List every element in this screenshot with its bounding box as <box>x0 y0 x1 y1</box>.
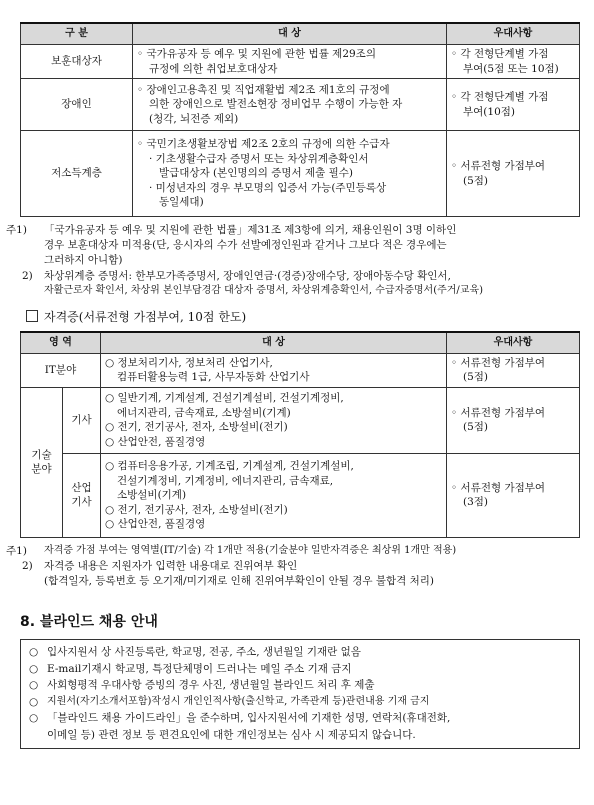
table-row <box>21 45 580 79</box>
item-line: 입사지원서 상 사진등록란, 학교명, 전공, 주소, 생년월일 기재란 없음 <box>47 645 361 658</box>
target-line: ○ 컴퓨터응용가공, 기계조립, 기계설계, 건설기계설비, <box>105 460 354 473</box>
benefit-line: ◦ 각 전형단계별 가점 <box>451 91 549 104</box>
note-line: (합격일자, 등록번호 등 오기재/미기재로 인해 진위여부확인이 안될 경우 불합격 처리) <box>44 574 434 587</box>
section-title-text: 자격증(서류전형 가점부여, 10점 한도) <box>44 309 247 324</box>
note-number: 주1) <box>6 224 27 236</box>
target-line: 규정에 의한 취업보호대상자 <box>149 62 278 75</box>
circle-bullet-icon: ○ <box>29 645 39 658</box>
benefit-line: (5점) <box>463 371 489 384</box>
note-number: 2) <box>22 560 33 572</box>
row-area-tech <box>21 387 63 537</box>
row-benefit <box>447 131 580 217</box>
row-target <box>133 131 447 217</box>
sanup-label-line: 기사 <box>71 496 92 509</box>
target-line: 발급대상자 (본인명의의 증명서 제출 필수) <box>159 167 353 180</box>
row-category: 보훈대상자 <box>21 45 133 79</box>
item-line: 이메일 등) 관련 정보 등 편견요인에 대한 개인정보는 심사 시 제공되지 않습니다. <box>47 729 416 741</box>
list-item <box>27 644 573 661</box>
row-area-it: IT분야 <box>21 353 101 387</box>
list-item <box>27 694 573 710</box>
blind-section-heading: 8. 블라인드 채용 안내 <box>20 613 158 630</box>
target-line: · 미성년자의 경우 부모명의 입증서 가능(주민등록상 <box>149 181 387 194</box>
benefit-line: ◦ 서류전형 가점부여 <box>451 160 546 173</box>
table-header-row <box>21 23 580 45</box>
circle-bullet-icon: ○ <box>29 662 39 675</box>
certificate-table <box>20 331 580 538</box>
item-line: 사회형평적 우대사항 증빙의 경우 사진, 생년월일 블라인드 처리 후 제출 <box>47 679 375 692</box>
benefit-line: ◦ 서류전형 가점부여 <box>451 356 546 369</box>
note-number: 주1) <box>6 544 27 557</box>
note-line: 차상위계층 증명서: 한부모가족증명서, 장애인연금·(경증)장애수당, 장애아동수당 확인서, <box>44 269 451 282</box>
circle-bullet-icon: ○ <box>29 696 39 709</box>
target-line: 동일세대) <box>159 196 204 209</box>
target-line: ◦ 국민기초생활보장법 제2조 2호의 규정에 의한 수급자 <box>137 138 390 151</box>
header-category: 구 분 <box>21 23 133 45</box>
blind-info-box <box>20 639 580 749</box>
target-line: ○ 산업안전, 품질경영 <box>105 435 206 448</box>
target-line: 컴퓨터활용능력 1급, 사무자동화 산업기사 <box>117 371 310 384</box>
target-line: ○ 정보처리기사, 정보처리 산업기사, <box>105 356 273 369</box>
target-line: ◦ 국가유공자 등 예우 및 지원에 관한 법률 제29조의 <box>137 48 376 61</box>
row-target <box>133 79 447 131</box>
preference-table <box>20 22 580 217</box>
target-line: ○ 전기, 전기공사, 전자, 소방설비(전기) <box>105 503 288 516</box>
row-category: 장애인 <box>21 79 133 131</box>
tech-label-line: 기술 <box>31 448 52 461</box>
row-benefit <box>447 353 580 387</box>
list-item <box>27 677 573 694</box>
target-line: 건설기계정비, 기계정비, 에너지관리, 금속재료, <box>117 474 334 487</box>
section-title <box>26 308 580 325</box>
notes-2 <box>6 544 580 589</box>
benefit-line: (5점) <box>463 174 489 187</box>
note-item <box>6 544 580 558</box>
benefit-line: (3점) <box>463 496 489 509</box>
note-line: 경우 보훈대상자 미적용(단, 응시자의 수가 선발예정인원과 같거나 그보다 적은 경우에는 <box>44 238 447 251</box>
note-line: 「국가유공자 등 예우 및 지원에 관한 법률」제31조 제3항에 의거, 채용인원이 3명 이하인 <box>44 224 457 236</box>
tech-label-line: 분야 <box>31 463 52 476</box>
target-line: 에너지관리, 금속재료, 소방설비(기계) <box>117 406 291 419</box>
sanup-label-line: 산업 <box>71 481 92 494</box>
row-target <box>101 453 447 537</box>
target-line: ◦ 장애인고용촉진 및 직업재활법 제2조 제1호의 규정에 <box>137 83 390 96</box>
row-subarea-gisa: 기사 <box>63 387 101 453</box>
circle-bullet-icon: ○ <box>29 679 39 692</box>
note-number: 2) <box>22 269 33 282</box>
header-target: 대 상 <box>133 23 447 45</box>
note-item <box>6 223 580 268</box>
note-line: 자활근로자 확인서, 차상위 본인부담경감 대상자 증명서, 차상위계층확인서, 수급자증명서(주거/교육) <box>44 284 484 296</box>
row-target <box>101 387 447 453</box>
benefit-line: 부여(10점) <box>463 105 515 118</box>
header-benefit: 우대사항 <box>447 332 580 354</box>
item-line: 「블라인드 채용 가이드라인」을 준수하며, 입사지원서에 기재한 성명, 연락처(휴대전화, <box>47 712 451 725</box>
target-line: ○ 전기, 전기공사, 전자, 소방설비(전기) <box>105 421 288 434</box>
benefit-line: ◦ 서류전형 가점부여 <box>451 406 546 419</box>
header-benefit: 우대사항 <box>447 23 580 45</box>
notes-1 <box>6 223 580 298</box>
benefit-line: (5점) <box>463 421 489 434</box>
item-line: 지원서(자기소개서포함)작성시 개인인적사항(출신학교, 가족관계 등)관련내용 기재 금지 <box>47 696 430 708</box>
benefit-line: 부여(5점 또는 10점) <box>463 62 559 75</box>
table-row <box>21 131 580 217</box>
table-row <box>21 79 580 131</box>
target-line: ○ 일반기계, 기계설계, 건설기계설비, 건설기계정비, <box>105 392 344 405</box>
benefit-line: ◦ 서류전형 가점부여 <box>451 481 546 494</box>
table-header-row <box>21 332 580 354</box>
document-page <box>6 10 580 749</box>
table-row <box>21 453 580 537</box>
target-line: 소방설비(기계) <box>117 489 187 502</box>
note-item <box>20 269 580 298</box>
item-line: E-mail기재시 학교명, 특정단체명이 드러나는 메일 주소 기재 금지 <box>47 662 352 675</box>
row-benefit <box>447 453 580 537</box>
circle-bullet-icon: ○ <box>29 712 39 725</box>
row-subarea-sanup <box>63 453 101 537</box>
target-line: · 기초생활수급자 증명서 또는 차상위계층확인서 <box>149 152 369 165</box>
note-line: 자격증 가점 부여는 영역별(IT/기술) 각 1개만 적용(기술분야 일반자격증은 최상위 1개만 적용) <box>44 544 457 556</box>
table-row <box>21 353 580 387</box>
table-row <box>21 387 580 453</box>
note-item <box>20 559 580 589</box>
row-benefit <box>447 387 580 453</box>
row-target <box>101 353 447 387</box>
header-area: 영 역 <box>21 332 101 354</box>
row-target <box>133 45 447 79</box>
row-benefit <box>447 79 580 131</box>
list-item <box>27 710 573 744</box>
note-line: 그러하지 아니함) <box>44 253 123 266</box>
row-category: 저소득계층 <box>21 131 133 217</box>
benefit-line: ◦ 각 전형단계별 가점 <box>451 48 549 61</box>
target-line: ○ 산업안전, 품질경영 <box>105 518 206 531</box>
list-item <box>27 661 573 678</box>
header-target: 대 상 <box>101 332 447 354</box>
target-line: (청각, 뇌전증 제외) <box>149 112 239 125</box>
checkbox-square-icon <box>26 310 38 322</box>
row-benefit <box>447 45 580 79</box>
target-line: 의한 장애인으로 발전소현장 정비업무 수행이 가능한 자 <box>149 98 403 111</box>
note-line: 자격증 내용은 지원자가 입력한 내용대로 진위여부 확인 <box>44 560 298 572</box>
